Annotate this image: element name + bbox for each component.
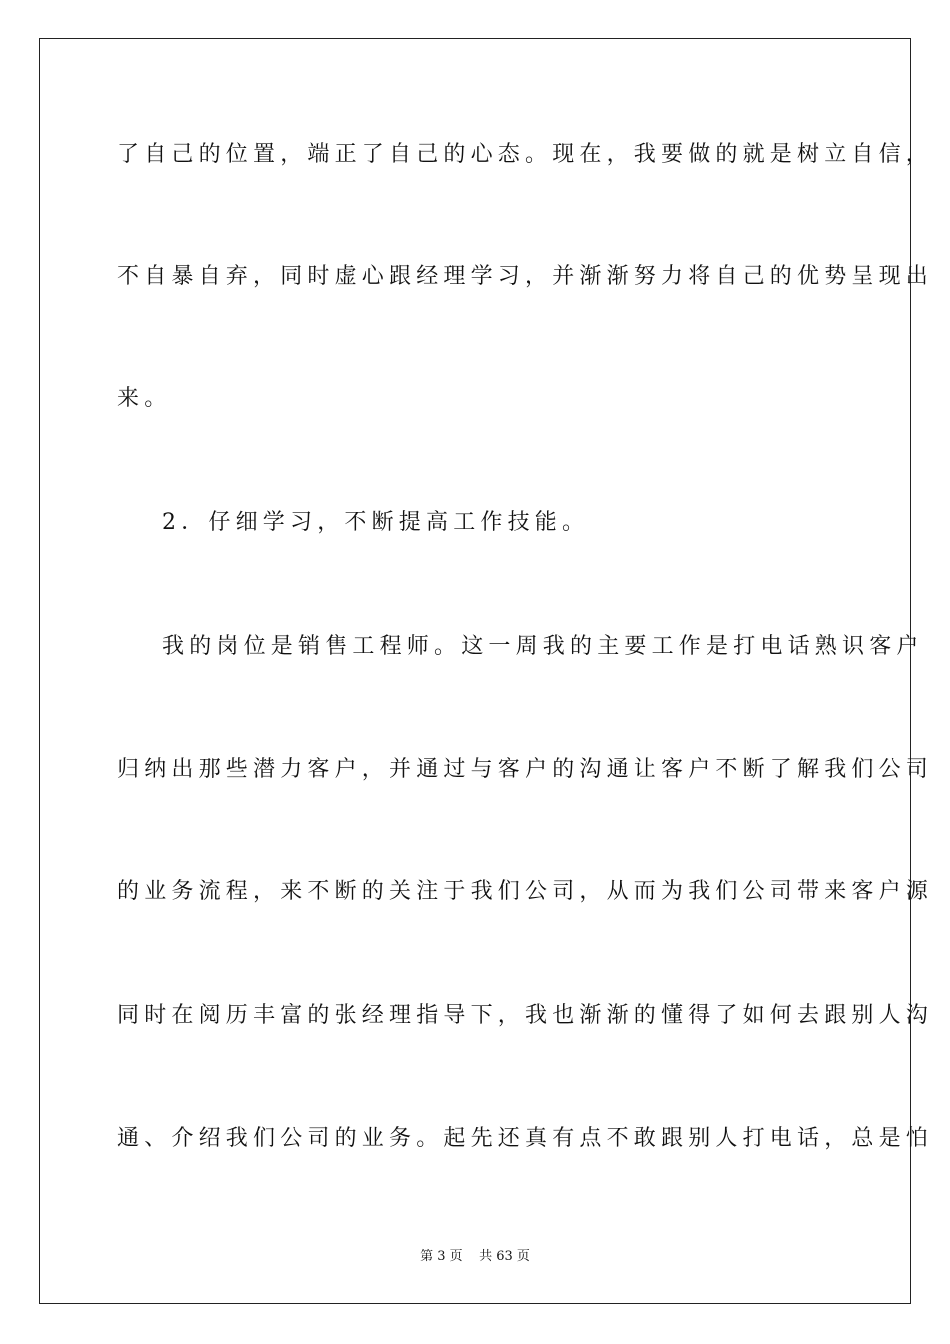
page-border [39, 38, 911, 1304]
section-heading: 2．仔细学习，不断提高工作技能。 [162, 510, 590, 535]
page-number-footer: 第 3 页 共 63 页 [420, 1249, 530, 1264]
body-text-line: 了自己的位置，端正了自己的心态。现在，我要做的就是树立自信， [117, 142, 934, 167]
body-text-line: 归纳出那些潜力客户，并通过与客户的沟通让客户不断了解我们公司 [117, 757, 934, 782]
body-text-line: 的业务流程，来不断的关注于我们公司，从而为我们公司带来客户源 [117, 879, 934, 904]
paragraph-first-line: 我的岗位是销售工程师。这一周我的主要工作是打电话熟识客户 [162, 634, 924, 659]
body-text-line: 来。 [117, 386, 172, 411]
body-text-line: 通、介绍我们公司的业务。起先还真有点不敢跟别人打电话，总是怕 [117, 1126, 934, 1151]
body-text-line: 同时在阅历丰富的张经理指导下，我也渐渐的懂得了如何去跟别人沟 [117, 1003, 934, 1028]
body-text-line: 不自暴自弃，同时虚心跟经理学习，并渐渐努力将自己的优势呈现出 [117, 264, 934, 289]
